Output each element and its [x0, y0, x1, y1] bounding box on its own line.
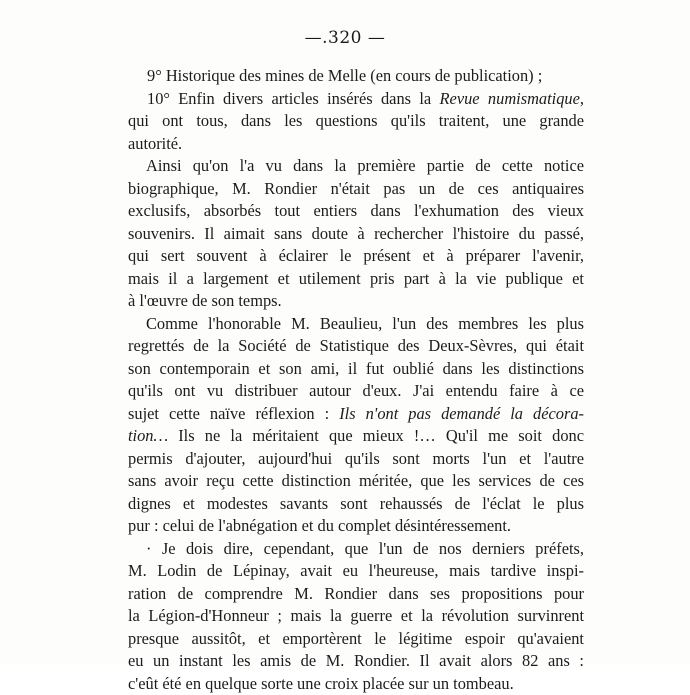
- text-line: [128, 493, 584, 516]
- text-segment: sujet cette naïve réflexion :: [128, 404, 339, 423]
- text-line: [128, 515, 584, 538]
- text-line: [128, 583, 584, 606]
- text-line: [128, 403, 584, 426]
- italic-segment: Ils n'ont pas demandé la décora-: [339, 404, 584, 423]
- text-segment: Ils ne la méritaient que mieux !… Qu'il me soit donc: [168, 426, 584, 445]
- text-segment: ration de comprendre M. Rondier dans ses propositions pour: [128, 584, 584, 603]
- text-line: [128, 560, 584, 583]
- text-segment: c'eût été en quelque sorte une croix placée sur un tombeau.: [128, 674, 514, 693]
- text-segment: biographique, M. Rondier n'était pas un de ces antiquaires: [128, 179, 584, 198]
- text-line: [128, 245, 584, 268]
- text-segment: · Je dois dire, cependant, que l'un de nos derniers préfets,: [146, 539, 584, 558]
- text-segment: son contemporain et son ami, il fut oublié dans les distinctions: [128, 359, 584, 378]
- italic-segment: tion…: [128, 426, 168, 445]
- text-segment: Comme l'honorable M. Beaulieu, l'un des membres les plus: [146, 314, 584, 333]
- text-segment: ,: [580, 89, 584, 108]
- text-line: [128, 425, 584, 448]
- text-line: [128, 628, 584, 651]
- text-segment: mais il a largement et utilement pris part à la vie publique et: [128, 269, 584, 288]
- text-segment: dignes et modestes savants sont rehaussés de l'éclat le plus: [128, 494, 584, 513]
- text-line: [128, 605, 584, 628]
- text-segment: qu'ils ont vu distribuer autour d'eux. J'ai entendu faire à ce: [128, 381, 584, 400]
- text-line: [128, 178, 584, 201]
- text-segment: à l'œuvre de son temps.: [128, 291, 282, 310]
- body-text: [128, 65, 584, 695]
- text-line: [128, 673, 584, 695]
- text-segment: 10° Enfin divers articles insérés dans la: [147, 89, 440, 108]
- text-segment: 9° Historique des mines de Melle (en cours de publication) ;: [147, 66, 542, 85]
- text-line: [128, 200, 584, 223]
- text-line: [128, 335, 584, 358]
- text-line: [128, 223, 584, 246]
- text-segment: Ainsi qu'on l'a vu dans la première partie de cette notice: [146, 156, 584, 175]
- text-segment: regrettés de la Société de Statistique des Deux-Sèvres, qui était: [128, 336, 584, 355]
- text-segment: pur : celui de l'abnégation et du complet désintéressement.: [128, 516, 511, 535]
- text-line: [128, 650, 584, 673]
- text-line: [128, 65, 584, 88]
- text-line: [128, 313, 584, 336]
- text-segment: autorité.: [128, 134, 182, 153]
- text-segment: sans avoir reçu cette distinction méritée, que les services de ces: [128, 471, 584, 490]
- text-line: [128, 448, 584, 471]
- text-line: [128, 110, 584, 133]
- text-segment: qui sert souvent à éclairer le présent et à préparer l'avenir,: [128, 246, 584, 265]
- text-line: [128, 268, 584, 291]
- text-line: [128, 133, 584, 156]
- text-line: [128, 538, 584, 561]
- text-line: [128, 88, 584, 111]
- italic-segment: Revue numismatique: [440, 89, 580, 108]
- text-line: [128, 155, 584, 178]
- text-segment: M. Lodin de Lépinay, avait eu l'heureuse, mais tardive inspi-: [128, 561, 584, 580]
- text-segment: presque aussitôt, et emportèrent le légitime espoir qu'avaient: [128, 629, 584, 648]
- text-segment: qui ont tous, dans les questions qu'ils traitent, une grande: [128, 111, 584, 130]
- text-segment: la Légion-d'Honneur ; mais la guerre et la révolution survinrent: [128, 606, 584, 625]
- text-line: [128, 380, 584, 403]
- text-segment: exclusifs, absorbés tout entiers dans l'exhumation des vieux: [128, 201, 584, 220]
- text-segment: souvenirs. Il aimait sans doute à rechercher l'histoire du passé,: [128, 224, 584, 243]
- text-line: [128, 470, 584, 493]
- text-segment: eu un instant les amis de M. Rondier. Il avait alors 82 ans :: [128, 651, 584, 670]
- page-number: —.320 —: [0, 28, 690, 48]
- text-line: [128, 358, 584, 381]
- text-segment: permis d'ajouter, aujourd'hui qu'ils sont morts l'un et l'autre: [128, 449, 584, 468]
- text-line: [128, 290, 584, 313]
